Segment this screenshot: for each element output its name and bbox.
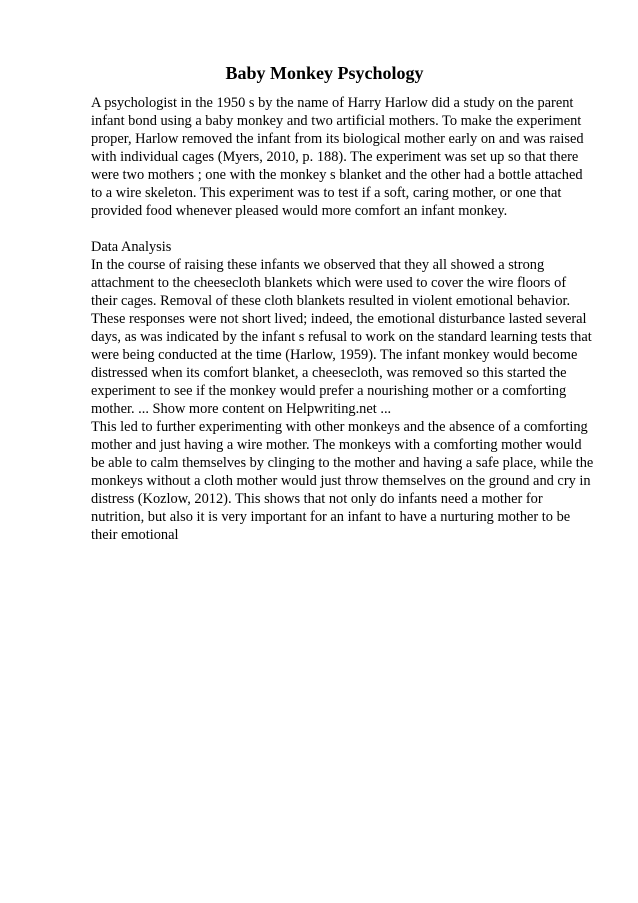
continuation-paragraph: This led to further experimenting with other monkeys and the absence of a comforting mother and just having a wire mother. The monkeys with a comforting mother would be able to calm themselves by clinging to the mother and having a safe place, while the monkeys without a cloth mother would just throw themselves on the ground and cry in distress (Kozlow, 2012). This shows that not only do infants need a mother for nutrition, but also it is very important for an infant to have a nurturing mother to be their emotional <box>91 419 594 543</box>
intro-paragraph: A psychologist in the 1950 s by the name of Harry Harlow did a study on the parent infant bond using a baby monkey and two artificial mothers. To make the experiment proper, Harlow removed the infant from its biological mother early on and was raised with individual cages (Myers, 2010, p. 188). The experiment was set up so that there were two mothers ; one with the monkey s blanket and the other had a bottle attached to a wire skeleton. This experiment was to test if a soft, caring mother, or one that provided food whenever pleased would more comfort an infant monkey. <box>91 95 584 219</box>
paragraph-gap <box>91 220 598 238</box>
analysis-paragraph: In the course of raising these infants we observed that they all showed a strong attachment to the cheesecloth blankets which were used to cover the wire floors of their cages. Removal of these cloth blankets resulted in violent emotional behavior. These responses were not short lived; indeed, the emotional disturbance lasted several days, as was indicated by the infant s refusal to work on the standard learning tests that were being conducted at the time (Harlow, 1959). The infant monkey would become distressed when its comfort blanket, a cheesecloth, was removed so this started the experiment to see if the monkey would prefer a nourishing mother or a comforting mother. ... Show more content on Helpwriting.net ... <box>91 257 592 417</box>
document-title: Baby Monkey Psychology <box>225 63 424 83</box>
section-heading: Data Analysis <box>91 239 172 255</box>
